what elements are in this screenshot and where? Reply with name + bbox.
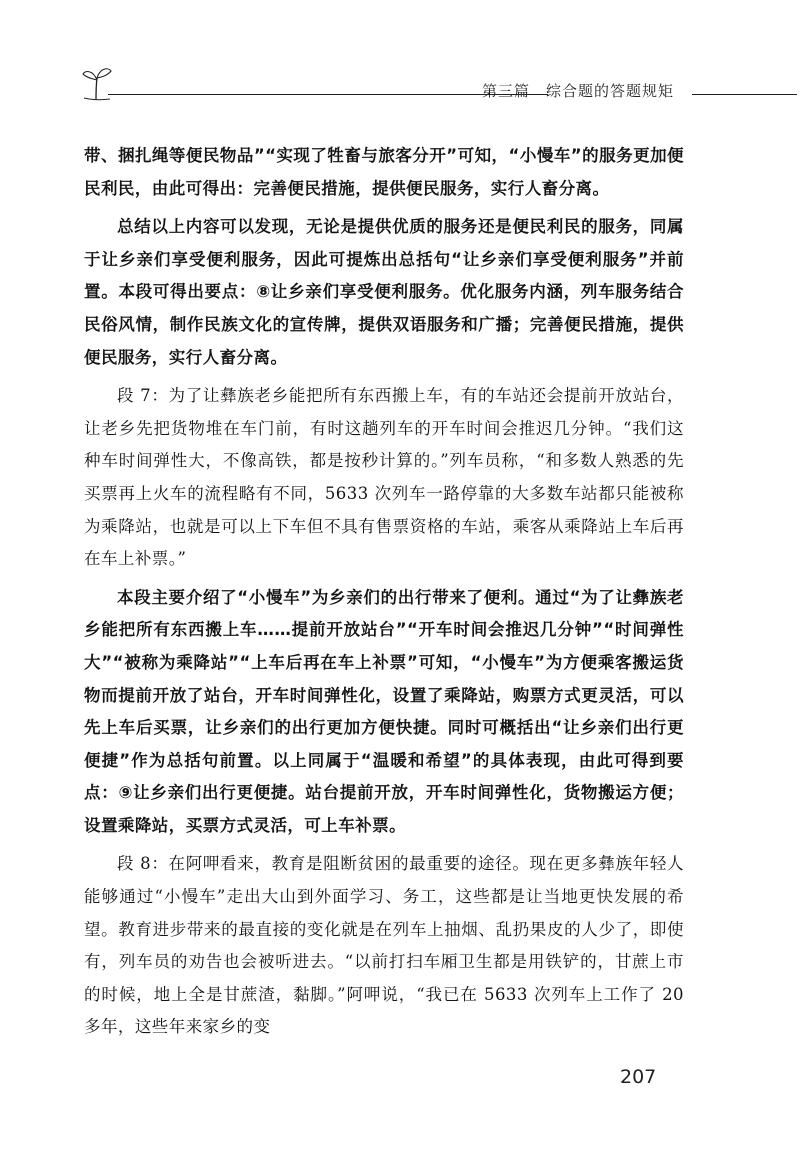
paragraph-1: 带、捆扎绳等便民物品”“实现了牲畜与旅客分开”可知，“小慢车”的服务更加便民利民，由此可得出：完善便民措施，提供便民服务，实行人畜分离。	[84, 146, 684, 198]
page-number: 207	[620, 1066, 657, 1088]
body-text	[84, 140, 684, 1044]
paragraph-3: 段 7：为了让彝族老乡能把所有东西搬上车，有的车站还会提前开放站台，让老乡先把货物堆在车门前，有时这趟列车的开车时间会推迟几分钟。“我们这种车时间弹性大，不像高铁，都是按秒计算的。”列车员称，“和多数人熟悉的先买票再上火车的流程略有不同，5633 次列车一路停靠的大多数车站都只能被称为乘降站，也就是可以上下车但不具有售票资格的车站，乘客从乘降站上车后再在车上补票。”	[84, 386, 684, 569]
paragraph-4: 本段主要介绍了“小慢车”为乡亲们的出行带来了便利。通过“为了让彝族老乡能把所有东西搬上车……提前开放站台”“开车时间会推迟几分钟”“时间弹性大”“被称为乘降站”“上车后再在车上补票”可知，“小慢车”为方便乘客搬运货物而提前开放了站台，开车时间弹性化，设置了乘降站，购票方式更灵活，可以先上车后买票，让乡亲们的出行更加方便快捷。同时可概括出“让乡亲们出行更便捷”作为总括句前置。以上同属于“温暖和希望”的具体表现，由此可得到要点：⑨让乡亲们出行更便捷。站台提前开放，开车时间弹性化，货物搬运方便；设置乘降站，买票方式灵活，可上车补票。	[84, 587, 684, 835]
paragraph-2: 总结以上内容可以发现，无论是提供优质的服务还是便民利民的服务，同属于让乡亲们享受便利服务，因此可提炼出总括句“让乡亲们享受便利服务”并前置。本段可得出要点：⑧让乡亲们享受便利服务。优化服务内涵，列车服务结合民俗风情，制作民族文化的宣传牌，提供双语服务和广播；完善便民措施，提供便民服务，实行人畜分离。	[84, 217, 684, 367]
running-header	[82, 60, 797, 104]
paragraph-5: 段 8：在阿呷看来，教育是阻断贫困的最重要的途径。现在更多彝族年轻人能够通过“小慢车”走出大山到外面学习、务工，这些都是让当地更快发展的希望。教育进步带来的最直接的变化就是在列车上抽烟、乱扔果皮的人少了，即使有，列车员的劝告也会被听进去。“以前打扫车厢卫生都是用铁铲的，甘蔗上市的时候，地上全是甘蔗渣，黏脚。”阿呷说，“我已在 5633 次列车上工作了 20 多年，这些年来家乡的变	[84, 854, 684, 1037]
sprout-icon	[82, 64, 112, 102]
chapter-title: 第三篇 综合题的答题规矩	[482, 82, 675, 100]
header-rule-right	[692, 94, 797, 95]
